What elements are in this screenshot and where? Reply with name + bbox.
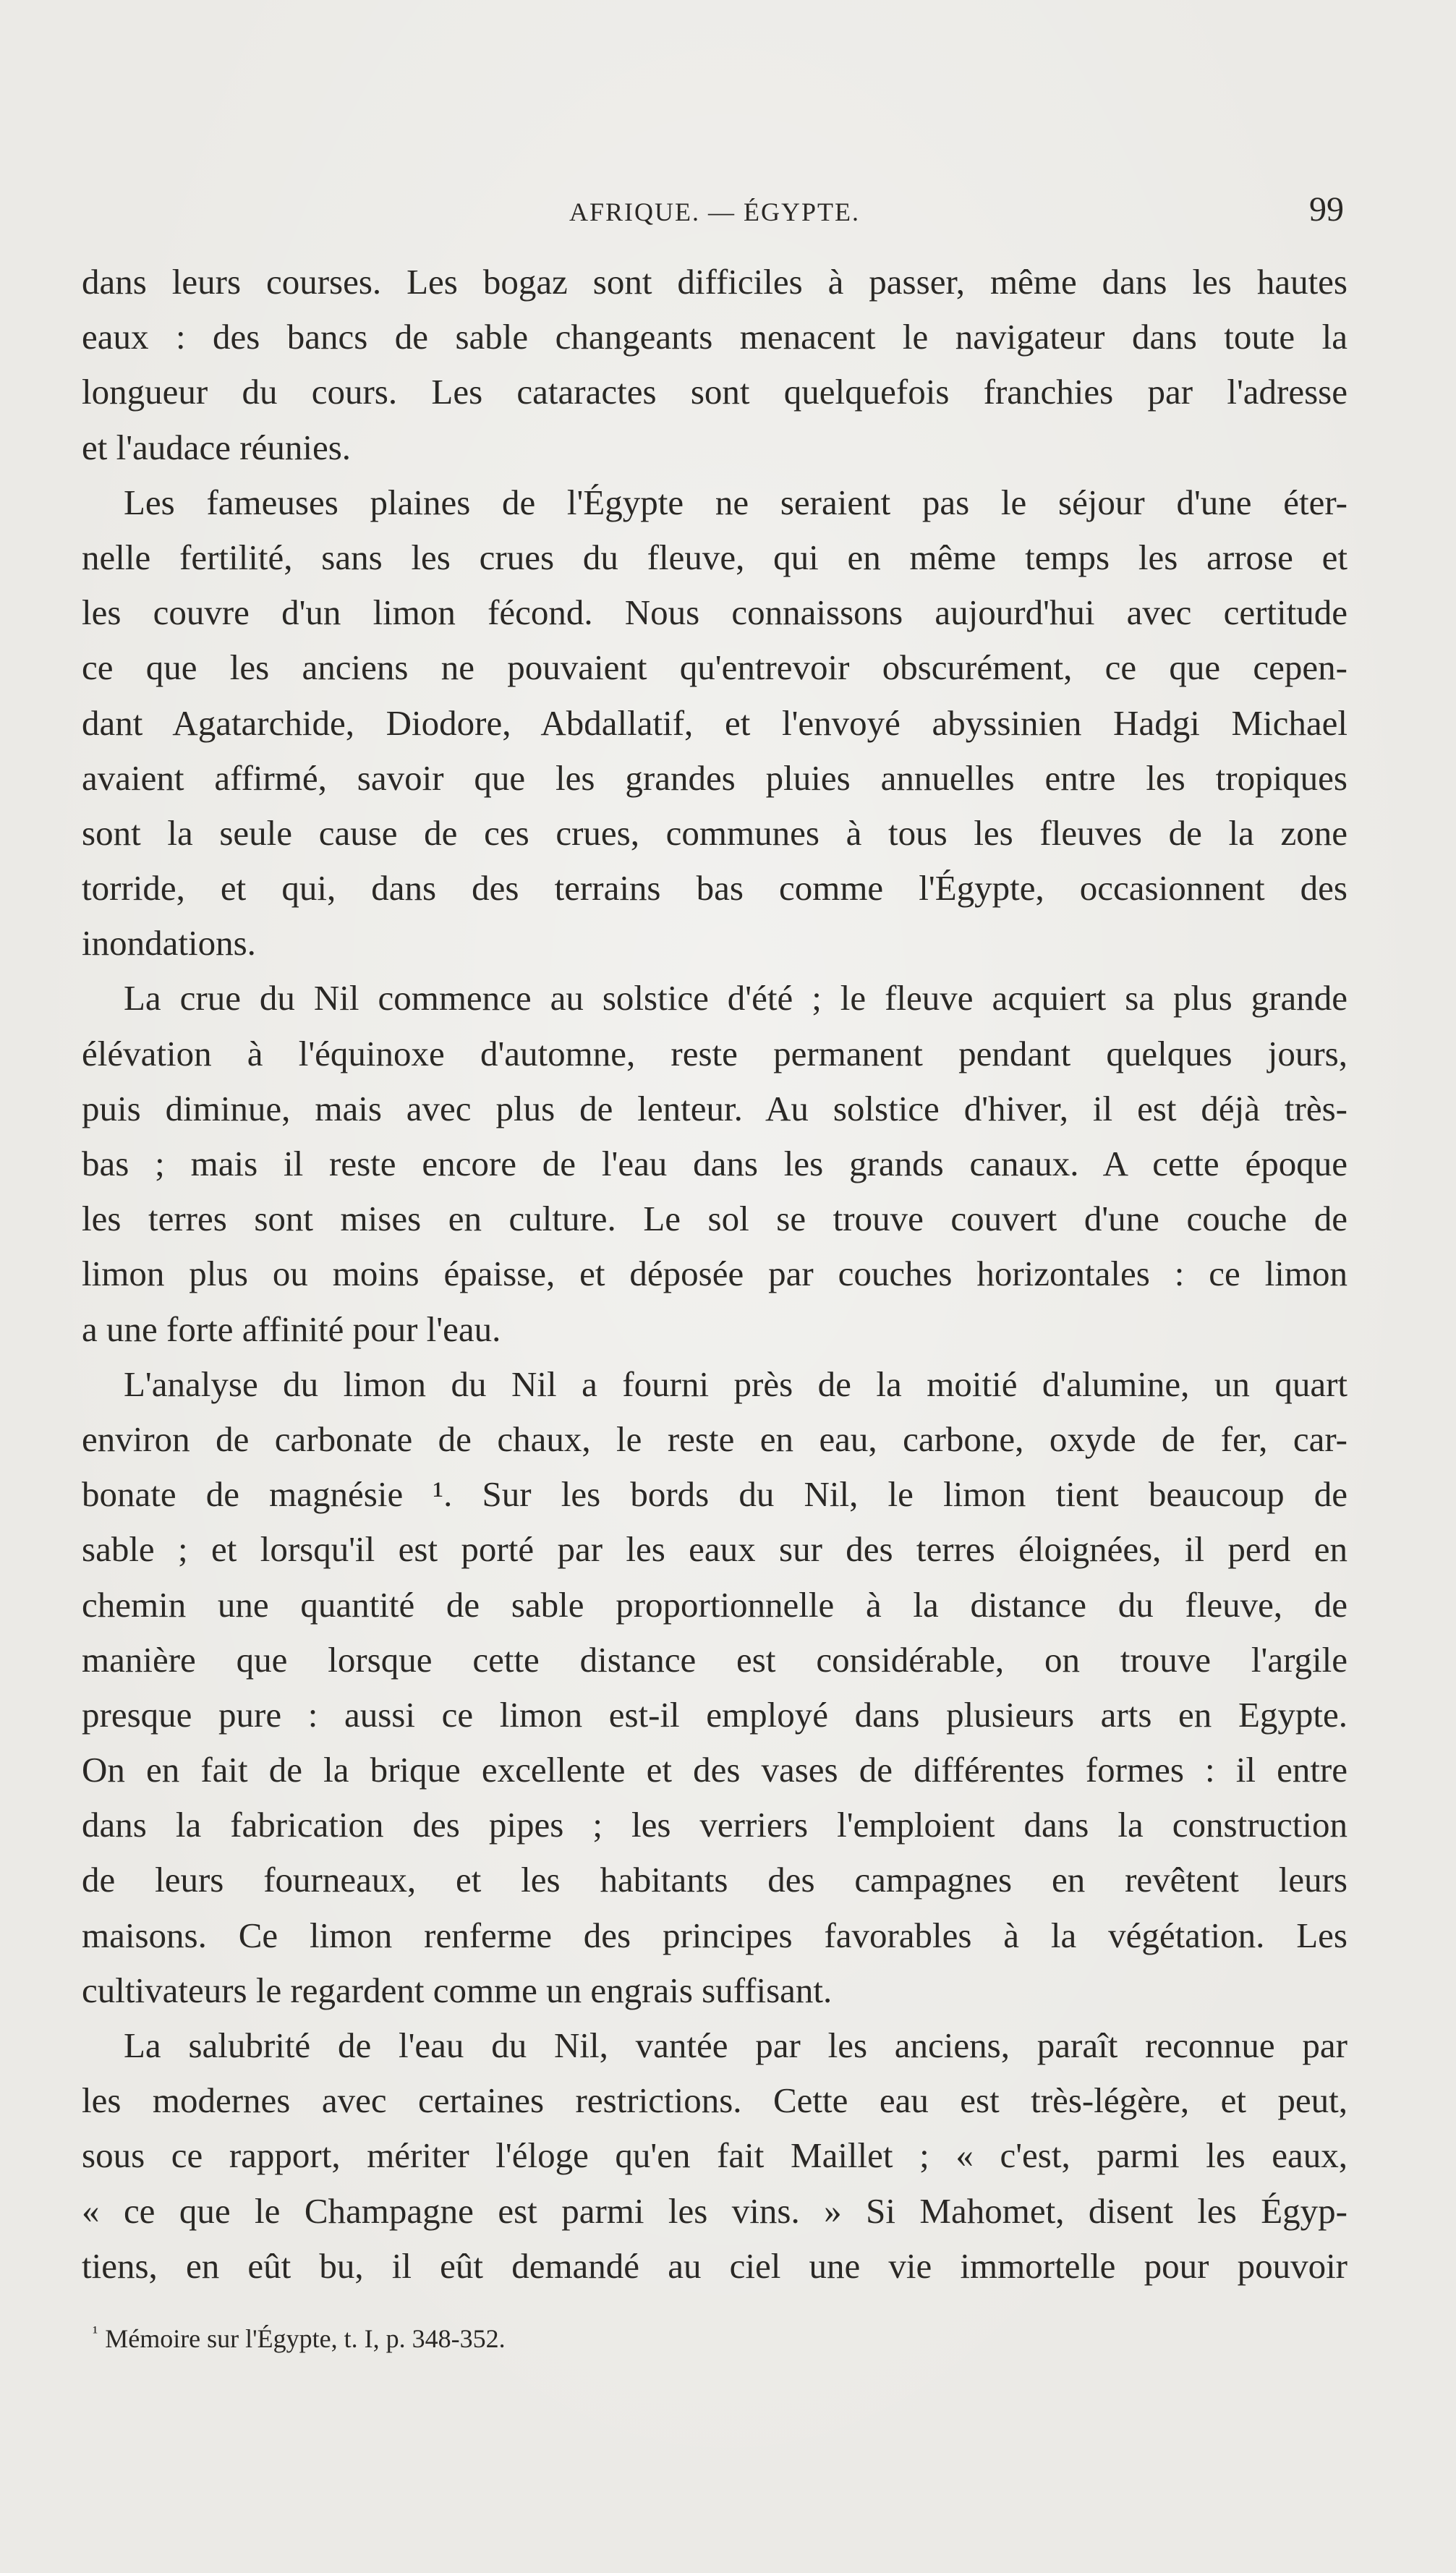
text-line: bas ; mais il reste encore de l'eau dans les grands canaux. A cette époque (82, 1144, 1348, 1183)
text-line: bonate de magnésie ¹. Sur les bords du Nil, le limon tient beaucoup de (82, 1474, 1348, 1515)
text-line: environ de carbonate de chaux, le reste en eau, carbone, oxyde de fer, car- (82, 1419, 1348, 1459)
text-line: L'analyse du limon du Nil a fourni près de la moitié d'alumine, un quart (124, 1364, 1348, 1404)
text-line: eaux : des bancs de sable changeants menacent le navigateur dans toute la (82, 317, 1348, 357)
text-line: de leurs fourneaux, et les habitants des campagnes en revêtent leurs (82, 1860, 1348, 1900)
text-line: sous ce rapport, mériter l'éloge qu'en fait Maillet ; « c'est, parmi les eaux, (82, 2135, 1348, 2176)
text-line: On en fait de la brique excellente et des vases de différentes formes : il entre (82, 1750, 1348, 1790)
text-line: a une forte affinité pour l'eau. (82, 1309, 501, 1349)
text-line: les modernes avec certaines restrictions. Cette eau est très-légère, et peut, (82, 2080, 1348, 2121)
text-line: puis diminue, mais avec plus de lenteur. Au solstice d'hiver, il est déjà très- (82, 1088, 1348, 1128)
text-line: dans la fabrication des pipes ; les verriers l'emploient dans la construction (82, 1805, 1348, 1845)
text-line: maisons. Ce limon renferme des principes favorables à la végétation. Les (82, 1915, 1348, 1955)
text-line: chemin une quantité de sable proportionnelle à la distance du fleuve, de (82, 1584, 1348, 1625)
text-line: torride, et qui, dans des terrains bas comme l'Égypte, occasionnent des (82, 868, 1348, 909)
text-line: sont la seule cause de ces crues, communes à tous les fleuves de la zone (82, 812, 1348, 853)
text-line: dant Agatarchide, Diodore, Abdallatif, et l'envoyé abyssinien Hadgi Michael (82, 702, 1348, 743)
text-line: dans leurs courses. Les bogaz sont difficiles à passer, même dans les hautes (82, 262, 1348, 302)
text-line: La salubrité de l'eau du Nil, vantée par les anciens, paraît reconnue par (124, 2025, 1348, 2065)
text-line: manière que lorsque cette distance est considérable, on trouve l'argile (82, 1639, 1348, 1680)
text-line: nelle fertilité, sans les crues du fleuve, qui en même temps les arrose et (82, 537, 1348, 577)
text-line: sable ; et lorsqu'il est porté par les eaux sur des terres éloignées, il perd en (82, 1529, 1348, 1570)
text-line: ce que les anciens ne pouvaient qu'entrevoir obscurément, ce que cepen- (82, 647, 1348, 688)
text-line: tiens, en eût bu, il eût demandé au ciel une vie immortelle pour pouvoir (82, 2245, 1348, 2286)
footnote-marker: ¹ (93, 2323, 98, 2342)
text-line: « ce que le Champagne est parmi les vins. » Si Mahomet, disent les Égyp- (82, 2190, 1348, 2231)
text-line: élévation à l'équinoxe d'automne, reste permanent pendant quelques jours, (82, 1033, 1348, 1073)
body-text (82, 255, 1348, 2294)
text-line: limon plus ou moins épaisse, et déposée par couches horizontales : ce limon (82, 1254, 1348, 1294)
text-line: et l'audace réunies. (82, 427, 352, 467)
text-line: Les fameuses plaines de l'Égypte ne seraient pas le séjour d'une éter- (124, 482, 1348, 522)
text-line: presque pure : aussi ce limon est-il employé dans plusieurs arts en Egypte. (82, 1694, 1348, 1735)
page-number: 99 (1309, 190, 1344, 229)
text-line: cultivateurs le regardent comme un engrais suffisant. (82, 1970, 833, 2010)
text-line: inondations. (82, 923, 256, 964)
text-line: avaient affirmé, savoir que les grandes pluies annuelles entre les tropiques (82, 757, 1348, 798)
text-line: La crue du Nil commence au solstice d'été ; le fleuve acquiert sa plus grande (124, 978, 1348, 1018)
running-title: AFRIQUE. — ÉGYPTE. (569, 197, 860, 226)
footnote (93, 2323, 506, 2354)
footnote-text: Mémoire sur l'Égypte, t. I, p. 348-352. (105, 2324, 506, 2353)
running-head (80, 190, 1350, 233)
text-line: longueur du cours. Les cataractes sont quelquefois franchies par l'adresse (82, 372, 1348, 412)
text-line: les terres sont mises en culture. Le sol se trouve couvert d'une couche de (82, 1199, 1348, 1239)
text-line: les couvre d'un limon fécond. Nous connaissons aujourd'hui avec certitude (82, 592, 1348, 633)
